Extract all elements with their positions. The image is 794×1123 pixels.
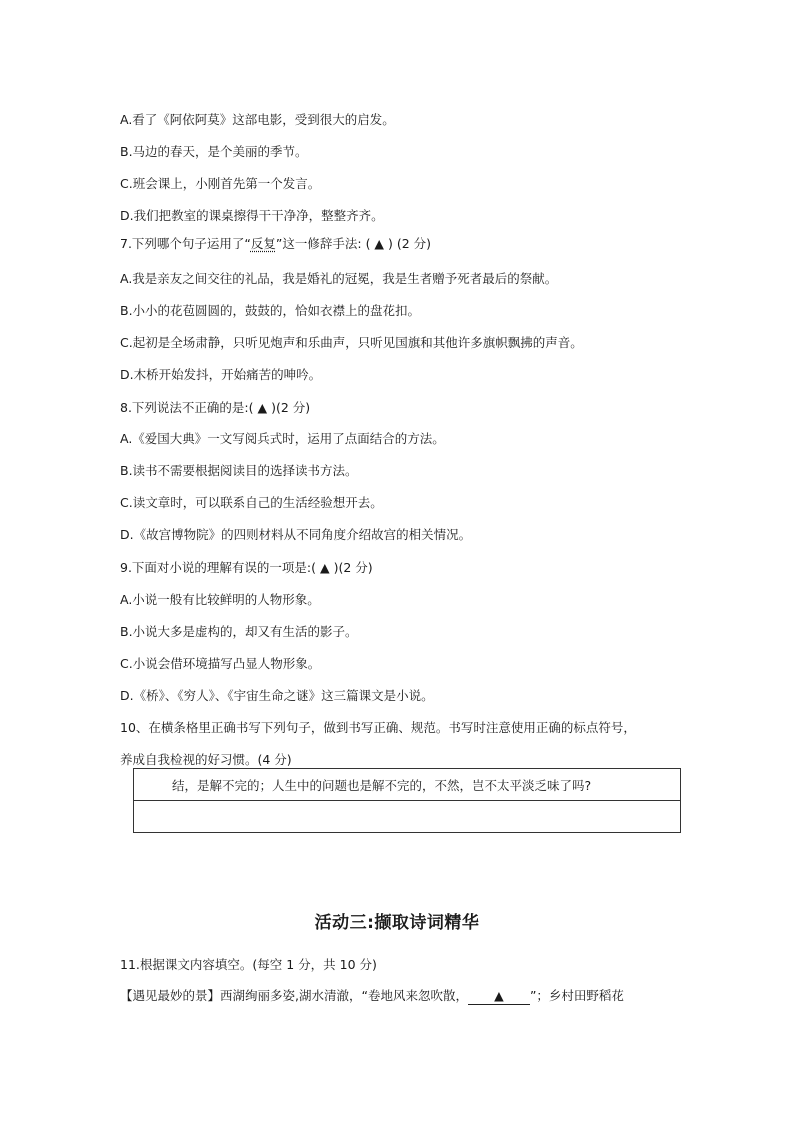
q10-stem-line1: 10、在横条格里正确书写下列句子，做到书写正确、规范。书写时注意使用正确的标点符号， [120, 720, 636, 735]
q7-option-c: C.起初是全场肃静，只听见炮声和乐曲声，只听见国旗和其他许多旗帜飘拂的声音。 [120, 335, 583, 350]
q9-option-b: B.小说大多是虚构的，却又有生活的影子。 [120, 624, 358, 639]
q9-option-a: A.小说一般有比较鲜明的人物形象。 [120, 592, 320, 607]
q8-option-c: C.读文章时，可以联系自己的生活经验想开去。 [120, 495, 383, 510]
q11-answer-blank[interactable]: ▲ [468, 988, 530, 1005]
q7-stem-emphasis: 反复 [250, 236, 276, 251]
q7-stem-prefix: 7.下列哪个句子运用了“ [120, 236, 251, 251]
q7-option-a: A.我是亲友之间交往的礼品，我是婚礼的冠冕，我是生者赠予死者最后的祭献。 [120, 271, 558, 286]
q9-option-c: C.小说会借环境描写凸显人物形象。 [120, 656, 321, 671]
q7-stem-suffix: ”这一修辞手法: ( ▲ ) (2 分) [275, 236, 432, 251]
writing-grid-blank-row[interactable] [134, 801, 680, 832]
q9-option-d: D.《桥》、《穷人》、《宇宙生命之谜》这三篇课文是小说。 [120, 688, 434, 703]
q9-stem: 9.下面对小说的理解有误的一项是:( ▲ )(2 分) [120, 560, 373, 575]
q7-option-d: D.木桥开始发抖，开始痛苦的呻吟。 [120, 367, 322, 382]
q6-option-a: A.看了《阿依阿莫》这部电影，受到很大的启发。 [120, 112, 395, 127]
section-title: 活动三:撷取诗词精华 [314, 913, 480, 933]
q8-option-a: A.《爱国大典》一文写阅兵式时，运用了点面结合的方法。 [120, 431, 445, 446]
writing-grid-sentence-row [134, 769, 680, 801]
q7-option-b: B.小小的花苞圆圆的，鼓鼓的，恰如衣襟上的盘花扣。 [120, 303, 421, 318]
q6-option-b: B.马边的春天，是个美丽的季节。 [120, 144, 308, 159]
q11-stem: 11.根据课文内容填空。(每空 1 分，共 10 分) [120, 957, 377, 972]
q10-sentence: 结，是解不完的；人生中的问题也是解不完的，不然，岂不太平淡乏味了吗? [172, 777, 592, 793]
q6-option-d: D.我们把教室的课桌擦得干干净净，整整齐齐。 [120, 208, 384, 223]
q8-stem: 8.下列说法不正确的是:( ▲ )(2 分) [120, 400, 311, 415]
q6-option-c: C.班会课上，小刚首先第一个发言。 [120, 176, 321, 191]
writing-grid [133, 768, 681, 833]
q11-line [120, 988, 624, 1005]
q11-line-suffix: ”；乡村田野稻花 [529, 988, 624, 1003]
q8-option-b: B.读书不需要根据阅读目的选择读书方法。 [120, 463, 358, 478]
q11-line-prefix: 【遇见最妙的景】西湖绚丽多姿,湖水清澈，“卷地风来忽吹散， [120, 988, 468, 1003]
q8-option-d: D.《故宫博物院》的四则材料从不同角度介绍故宫的相关情况。 [120, 527, 472, 542]
q7-stem [120, 236, 431, 252]
q10-stem-line2: 养成自我检视的好习惯。(4 分) [120, 752, 292, 767]
